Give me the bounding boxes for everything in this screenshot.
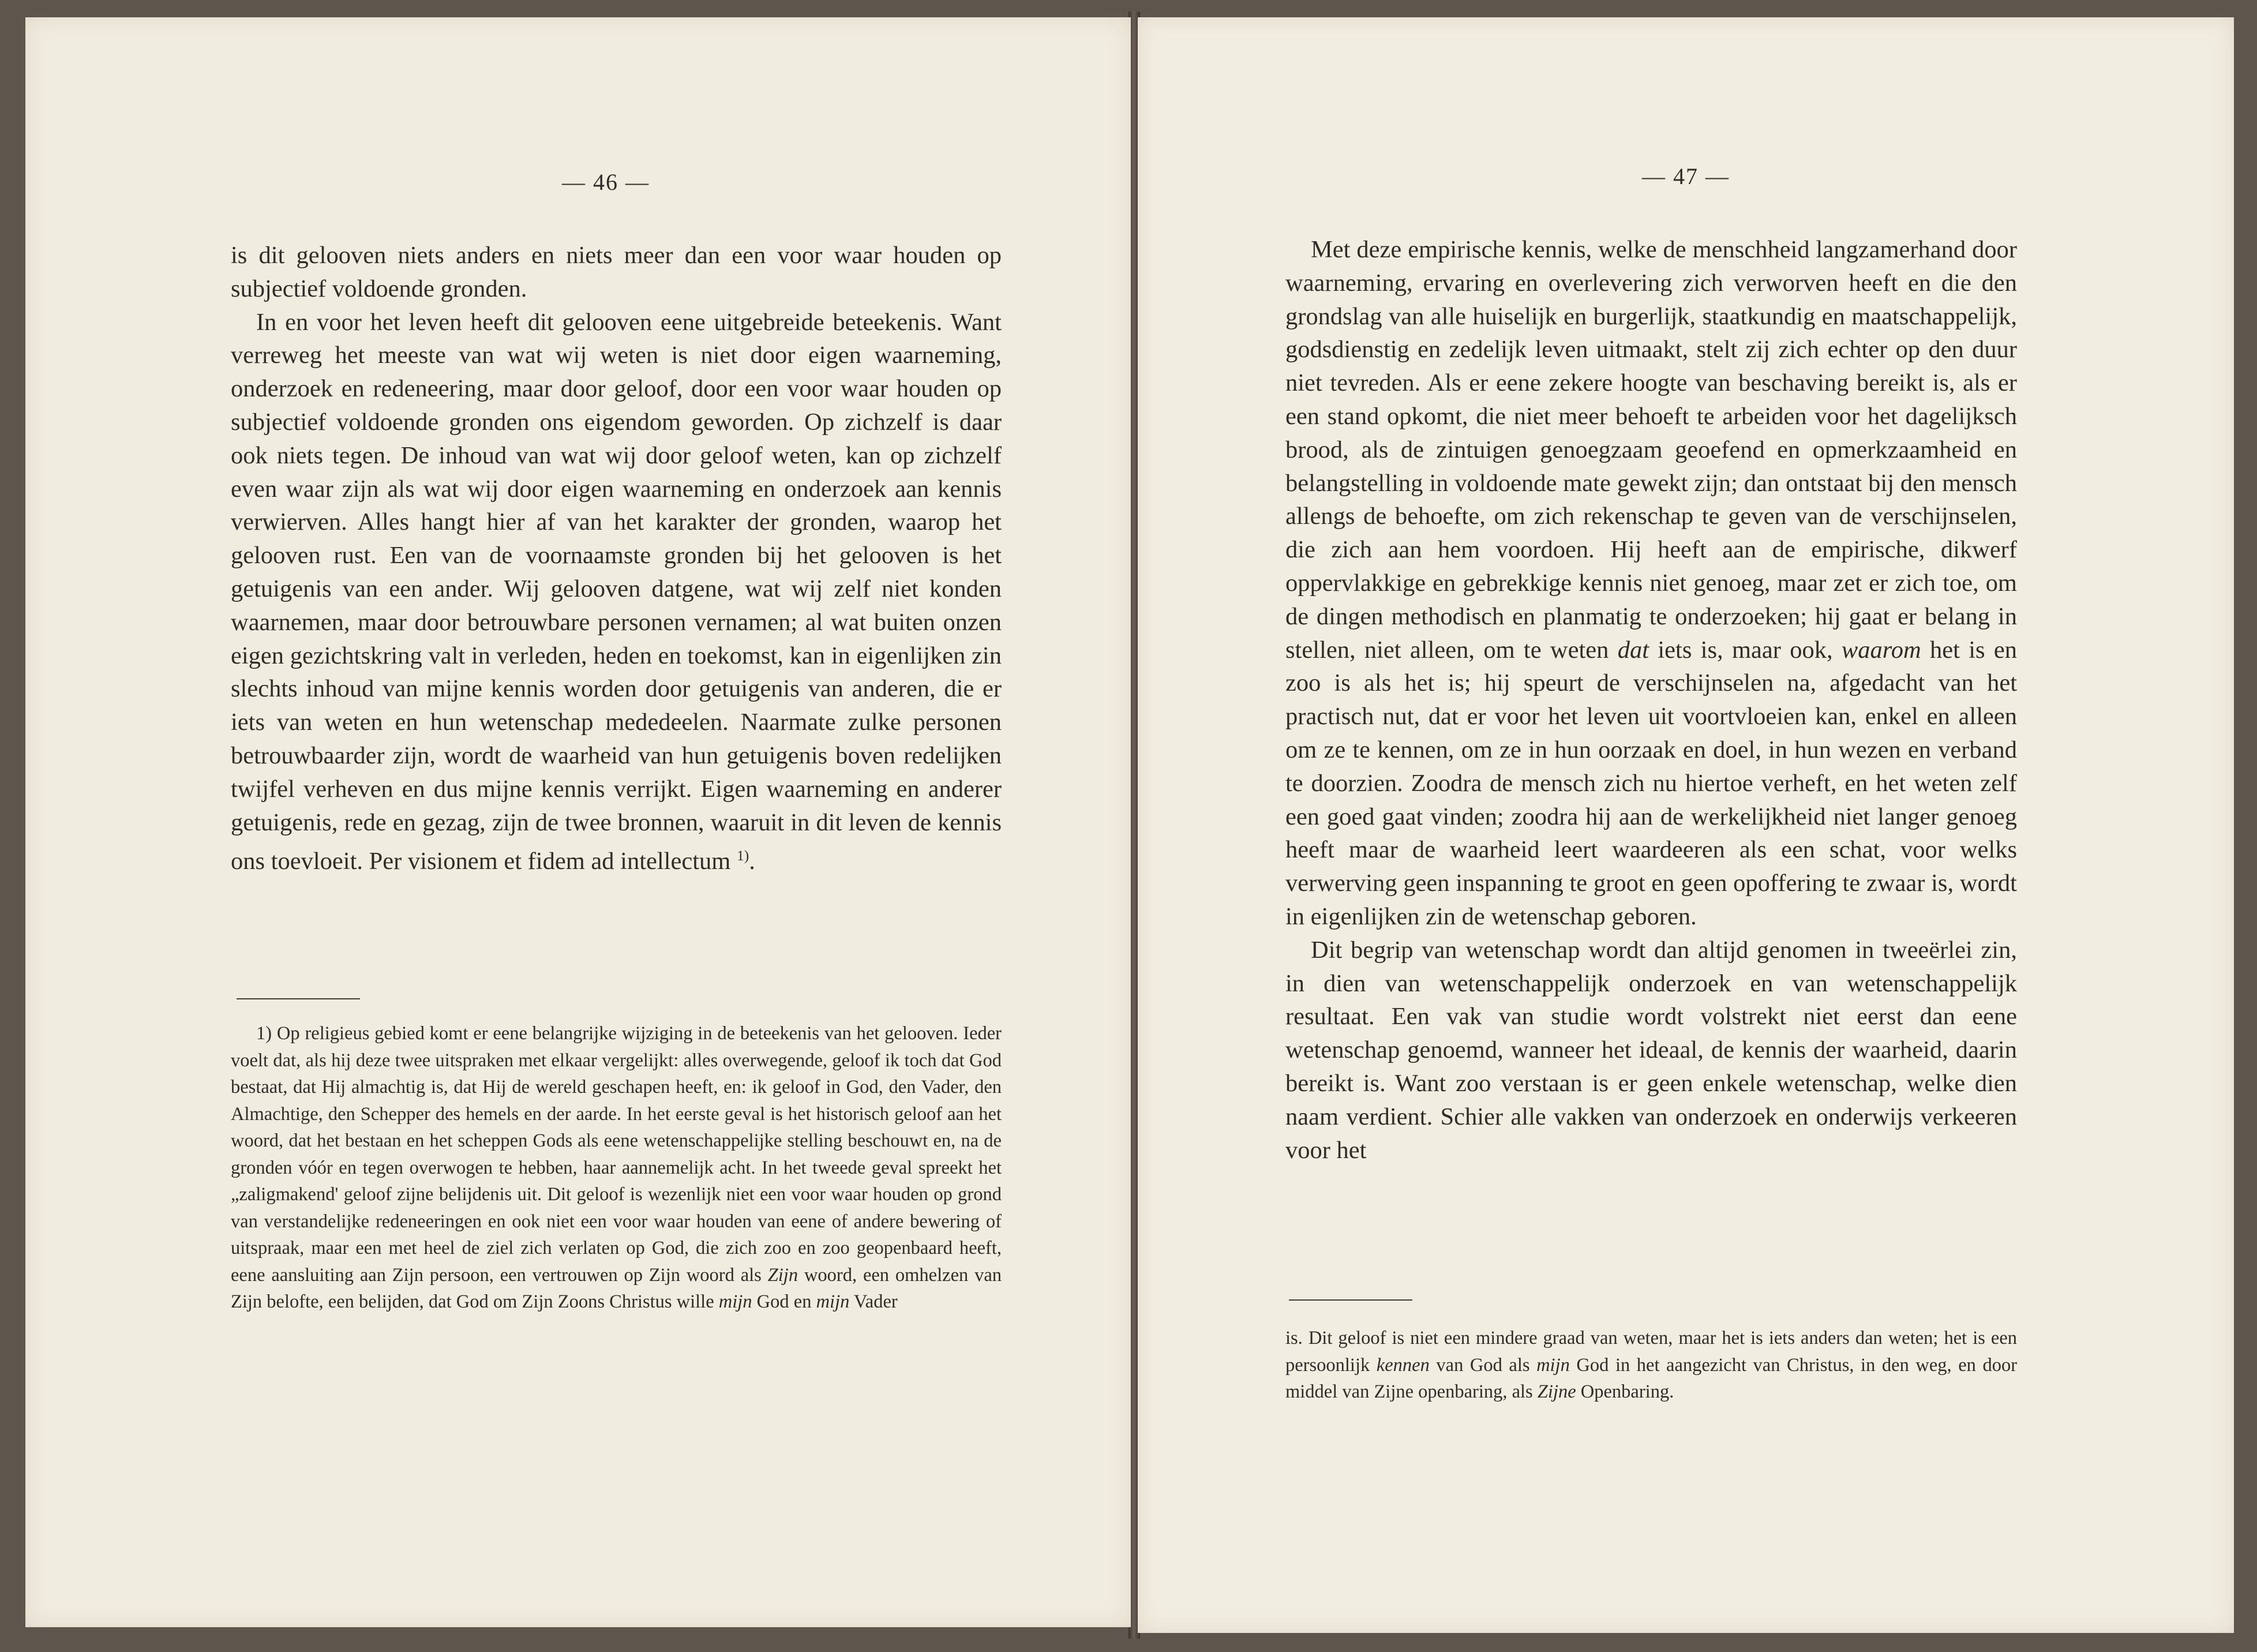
right-footnote-text-d: Openbaring. xyxy=(1580,1381,1674,1402)
right-footnote-text-b: van God als xyxy=(1436,1354,1530,1376)
page-number-left: — 46 — xyxy=(562,169,650,195)
left-body-text xyxy=(231,239,1002,878)
right-footnote-text-c: God in het aangezicht van Christus, in den weg, en door middel van Zijne openbaring, als xyxy=(1285,1354,2018,1402)
right-paragraph-2: Dit begrip van wetenschap wordt dan altijd genomen in tweeërlei zin, in dien van wetenschappelijk onderzoek en van wetenschappelijk resultaat. Een vak van studie wordt volstrekt niet eerst dan eene wetenschap genoemd, wanneer het ideaal, de kennis der waarheid, daarin bereikt is. Want zoo verstaan is er geen enkele wetenschap, welke dien naam verdient. Schier alle vakken van onderzoek en onderwijs verkeeren voor het xyxy=(1285,936,2017,1164)
footnote-text-b: woord, een omhelzen van Zijn belofte, een belijden, dat God om Zijn Zoons Christus wille xyxy=(231,1264,1002,1312)
footnote-rule-right xyxy=(1289,1299,1412,1301)
right-footnote-emphasis-2: mijn xyxy=(1536,1354,1570,1376)
right-page xyxy=(1138,17,2234,1633)
left-paragraph-1: is dit gelooven niets anders en niets meer dan een voor waar houden op subjectief voldoende gronden. xyxy=(231,242,1002,302)
right-paragraph-1 xyxy=(1285,233,2017,934)
left-page xyxy=(25,17,1131,1627)
footnote-emphasis-3: mijn xyxy=(816,1291,850,1312)
footnote-rule-left xyxy=(237,998,360,999)
left-paragraph-2: In en voor het leven heeft dit gelooven eene uitgebreide beteekenis. Want verreweg het meeste van wat wij weten is niet door eigen waarneming, onderzoek en redeneering, maar door geloof, door een voor waar houden op subjectief voldoende gronden ons eigendom geworden. Op zichzelf is daar ook niets tegen. De inhoud van wat wij door geloof weten, kan op zichzelf even waar zijn als wat wij door eigen waarneming en onderzoek aan kennis verwierven. Alles hangt hier af van het karakter der gronden, waarop het gelooven rust. Een van de voornaamste gronden bij het gelooven is het getuigenis van een ander. Wij gelooven datgene, wat wij zelf niet konden waarnemen, maar door betrouwbare personen vernamen; al wat buiten onzen eigen gezichtskring valt in verleden, heden en toekomst, kan in eigenlijken zin slechts inhoud van mijne kennis worden door getuigenis van anderen, die er iets van weten en hun wetenschap mededeelen. Naarmate zulke personen betrouwbaarder zijn, wordt de waarheid van hun getuigenis boven redelijken twijfel verheven en dus mijne kennis verrijkt. Eigen waarneming en anderer getuigenis, rede en gezag, zijn de twee bronnen, waaruit in dit leven de kennis ons toevloeit. Per visionem et fidem ad intellectum $^{1)}$. xyxy=(231,308,1002,875)
emphasis-waarom: waarom xyxy=(1841,636,1921,664)
right-paragraph-1-part-b: iets is, maar ook, xyxy=(1658,636,1833,664)
footnote-reference: 1) xyxy=(736,847,749,864)
footnote-marker: 1) xyxy=(256,1023,272,1044)
footnote-emphasis-2: mijn xyxy=(718,1291,752,1312)
emphasis-dat: dat xyxy=(1617,636,1649,664)
footnote-text-a: Op religieus gebied komt er eene belangrijke wijziging in de beteekenis van het gelooven. Ieder voelt dat, als hij deze twee uitspraken met elkaar vergelijkt: alles overwegende, geloof ik toch dat God bestaat, dat Hij almachtig is, dat Hij de wereld geschapen heeft, en: ik geloof in God, den Vader, den Almachtige, den Schepper des hemels en der aarde. In het eerste geval is het historisch geloof aan het woord, dat het bestaan en het scheppen Gods als eene wetenschappelijke stelling beschouwt en, na de gronden vóór en tegen overwogen te hebben, haar aannemelijk acht. In het tweede geval spreekt het „zaligmakend' geloof zijne belijdenis uit. Dit geloof is wezenlijk niet een voor waar houden op grond van verstandelijke redeneeringen en ook niet een voor waar houden van eene of andere bewering of uitspraak, maar een met heel de ziel zich verlaten op God, die zich zoo en zoo geopenbaard heeft, eene aansluiting aan Zijn persoon, een vertrouwen op Zijn woord als xyxy=(231,1023,1002,1286)
footnote-emphasis-1: Zijn xyxy=(767,1264,798,1286)
left-paragraph-2-text: In en voor het leven heeft dit gelooven eene uitgebreide beteekenis. Want verreweg het meeste van wat wij weten is niet door eigen waarneming, onderzoek en redeneering, maar door geloof, door een voor waar houden op subjectief voldoende gronden ons eigendom geworden. Op zichzelf is daar ook niets tegen. De inhoud van wat wij door geloof weten, kan op zichzelf even waar zijn als wat wij door eigen waarneming en onderzoek aan kennis verwierven. Alles hangt hier af van het karakter der gronden, waarop het gelooven rust. Een van de voornaamste gronden bij het gelooven is het getuigenis van een ander. Wij gelooven datgene, wat wij zelf niet konden waarnemen, maar door betrouwbare personen vernamen; al wat buiten onzen eigen gezichtskring valt in verleden, heden en toekomst, kan in eigenlijken zin slechts inhoud van mijne kennis worden door getuigenis van anderen, die er iets van weten en hun wetenschap mededeelen. Naarmate zulke personen betrouwbaarder zijn, wordt de waarheid van hun getuigenis boven redelijken twijfel verheven en dus mijne kennis verrijkt. Eigen waarneming en anderer getuigenis, rede en gezag, zijn de twee bronnen, waaruit in dit leven de kennis ons toevloeit. Per visionem et fidem ad intellectum xyxy=(231,308,1002,875)
right-paragraph-1-part-c: het is en zoo is als het is; hij speurt de verschijnselen na, afgedacht van het practisch nut, dat er voor het leven uit voortvloeien kan, enkel en alleen om ze te kennen, om ze in hun oorzaak en doel, in hun wezen en verband te doorzien. Zoodra de mensch zich nu hiertoe verheft, en het weten zelf een goed gaat vinden; zoodra hij aan de werkelijkheid niet langer genoeg heeft maar de waarheid leert waardeeren als een schat, voor welks verwerving geen inspanning te groot en geen opoffering te zwaar is, wordt in eigenlijken zin de wetenschap geboren. xyxy=(1285,636,2017,930)
left-footnote xyxy=(231,1020,1002,1316)
right-footnote-emphasis-3: Zijne xyxy=(1537,1381,1576,1402)
footnote-text-c: God en xyxy=(756,1291,812,1312)
right-paragraph-1-part-a: Met deze empirische kennis, welke de menschheid langzamerhand door waarneming, ervaring en overlevering zich verworven heeft en die den grondslag van alle huiselijk en burgerlijk, staatkundig en maatschappelijk, godsdienstig en zedelijk leven uitmaakt, stelt zij zich echter op den duur niet tevreden. Als er eene zekere hoogte van beschaving bereikt is, als er een stand opkomt, die niet meer behoeft te arbeiden voor het dagelijksch brood, als de zintuigen genoegzaam geoefend en opmerkzaamheid en belangstelling in voldoende mate gewekt zijn; dan ontstaat bij den mensch allengs de behoefte, om zich rekenschap te geven van de verschijnselen, die zich aan hem voordoen. Hij heeft aan de empirische, dikwerf oppervlakkige en gebrekkige kennis niet genoeg, maar zet er zich toe, om de dingen methodisch en planmatig te onderzoeken; hij gaat er belang in stellen, niet alleen, om te weten xyxy=(1285,236,2017,664)
right-body-text xyxy=(1285,233,2017,1167)
footnote-text-d: Vader xyxy=(853,1291,898,1312)
right-footnote-emphasis-1: kennen xyxy=(1376,1354,1430,1376)
right-footnote-text-a: is. Dit geloof is niet een mindere graad van weten, maar het is iets anders dan weten; het is een persoonlijk xyxy=(1285,1328,2017,1376)
right-footnote xyxy=(1285,1325,2017,1406)
page-number-right: — 47 — xyxy=(1642,163,1730,189)
